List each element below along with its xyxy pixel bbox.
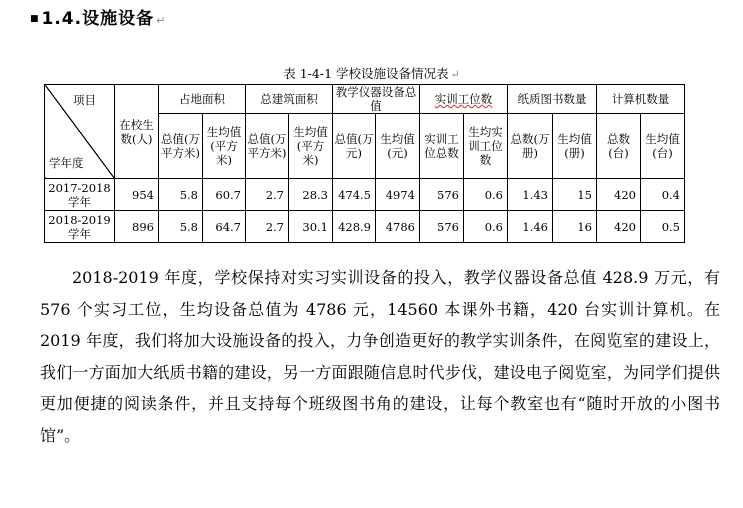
paragraph-mark-icon: ↵ [156,14,167,27]
table-cell: 0.6 [464,211,508,243]
table-cell: 896 [115,211,159,243]
table-cell: 5.8 [159,211,203,243]
corner-label-year: 学年度 [49,156,84,170]
subheader-cell: 生均值(台) [641,114,685,179]
corner-header-cell [45,85,115,179]
table-cell: 4786 [376,211,420,243]
table-cell: 5.8 [159,179,203,211]
table-cell: 474.5 [333,179,376,211]
table-caption-text: 表 1-4-1 学校设施设备情况表 [283,66,449,81]
subheader-cell: 生均值(册) [553,114,597,179]
corner-label-item: 项目 [73,93,96,107]
subheader-cell: 总数(万册) [508,114,553,179]
year-cell: 2018-2019学年 [45,211,115,243]
header-group-equipment-value: 教学仪器设备总值 [333,85,420,114]
table-cell: 60.7 [203,179,246,211]
table-cell: 420 [597,179,641,211]
header-group-books: 纸质图书数量 [508,85,597,114]
subheader-cell: 总值(万平方米) [159,114,203,179]
table-cell: 1.46 [508,211,553,243]
table-row [45,179,685,211]
table-cell: 30.1 [289,211,333,243]
section-heading [30,4,166,29]
subheader-cell: 总值(万元) [333,114,376,179]
header-group-building-area: 总建筑面积 [246,85,333,114]
table-caption [0,64,743,82]
table-cell: 2.7 [246,179,289,211]
table-cell: 1.43 [508,179,553,211]
table-cell: 0.5 [641,211,685,243]
table-cell: 954 [115,179,159,211]
table-cell: 0.6 [464,179,508,211]
subheader-cell: 生均值(平方米) [289,114,333,179]
table-cell: 4974 [376,179,420,211]
table-row [45,211,685,243]
table-cell: 428.9 [333,211,376,243]
subheader-cell: 生均实训工位数 [464,114,508,179]
header-students: 在校生数(人) [115,85,159,179]
year-cell: 2017-2018学年 [45,179,115,211]
table-cell: 64.7 [203,211,246,243]
body-paragraph [40,262,720,451]
table-cell: 15 [553,179,597,211]
table-cell: 420 [597,211,641,243]
table-cell: 28.3 [289,179,333,211]
bullet-square-icon: ■ [30,14,40,24]
header-group-workstations: 实训工位数 [420,85,508,114]
paragraph-mark-icon: ↵ [450,68,460,81]
facilities-table [44,84,685,243]
header-group-computers: 计算机数量 [597,85,685,114]
subheader-cell: 总数(台) [597,114,641,179]
subheader-cell: 生均值(平方米) [203,114,246,179]
subheader-cell: 生均值(元) [376,114,420,179]
table-cell: 576 [420,211,464,243]
section-title: 1.4.设施设备 [41,9,155,29]
paragraph-text: 2018-2019 年度，学校保持对实习实训设备的投入，教学仪器设备总值 428.9 万元，有 576 个实习工位，生均设备总值为 4786 元，14560 本课外书籍，420 台实训计算机。在 2019 年度，我们将加大设施设备的投入，力争创造更好的教学实训条件，在阅览室的建设上，我们一方面加大纸质书籍的建设，另一方面跟随信息时代步伐，建设电子阅览室，为同学们提供更加便捷的阅读条件，并且支持每个班级图书角的建设，让每个教室也有“随时开放的小图书馆”。 [40,268,720,445]
table-cell: 576 [420,179,464,211]
table-cell: 0.4 [641,179,685,211]
subheader-cell: 总值(万平方米) [246,114,289,179]
table-cell: 16 [553,211,597,243]
table-cell: 2.7 [246,211,289,243]
header-group-land-area: 占地面积 [159,85,246,114]
subheader-cell: 实训工位总数 [420,114,464,179]
